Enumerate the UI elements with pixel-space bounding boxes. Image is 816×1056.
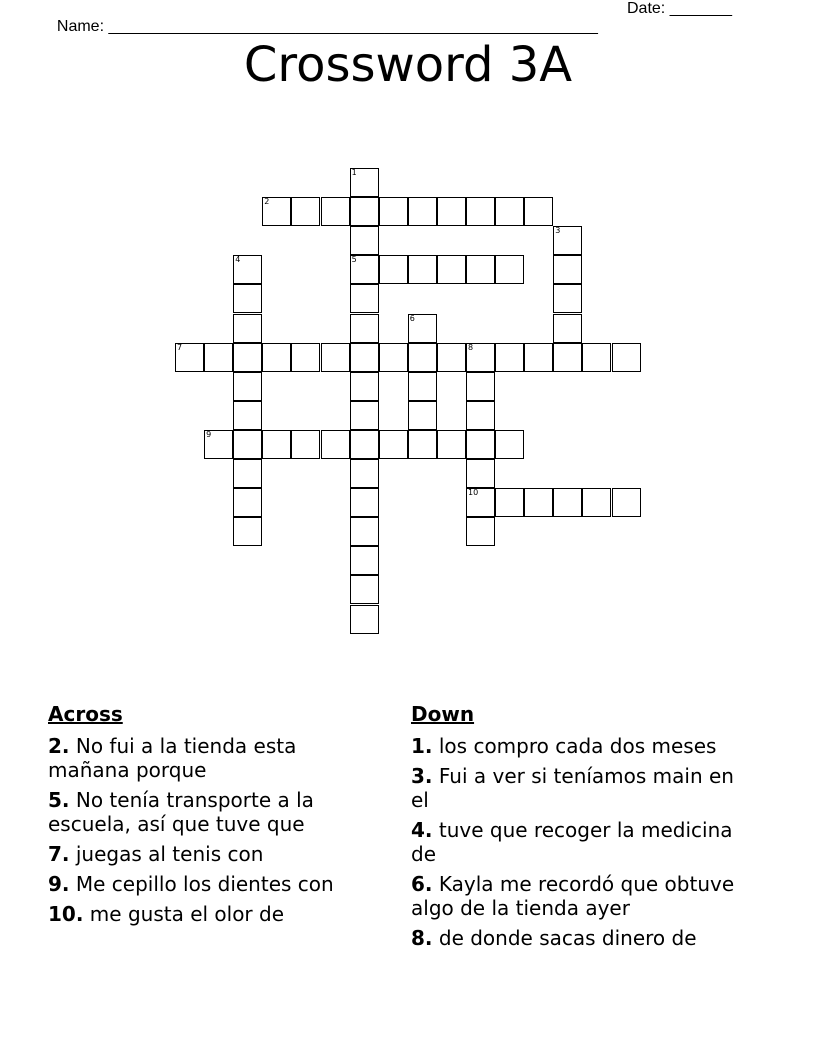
clue-text: No tenía transporte a la escuela, así que tuve que (48, 788, 314, 836)
crossword-cell[interactable] (350, 343, 379, 372)
crossword-cell[interactable] (204, 430, 233, 459)
crossword-cell[interactable] (350, 430, 379, 459)
crossword-cell[interactable] (466, 401, 495, 430)
crossword-cell[interactable] (233, 459, 262, 488)
crossword-cell[interactable] (233, 488, 262, 517)
crossword-cell[interactable] (350, 284, 379, 313)
crossword-cell[interactable] (379, 343, 408, 372)
crossword-cell[interactable] (466, 343, 495, 372)
crossword-cell[interactable] (408, 372, 437, 401)
clue-text: Fui a ver si teníamos main en el (411, 764, 734, 812)
crossword-cell[interactable] (291, 197, 320, 226)
clue-number: 3. (411, 764, 433, 788)
cell-number: 8 (468, 342, 474, 352)
clue-item (411, 734, 756, 758)
crossword-cell[interactable] (495, 430, 524, 459)
clue-item (48, 734, 378, 782)
crossword-cell[interactable] (408, 314, 437, 343)
cell-number: 1 (351, 168, 357, 177)
cell-number: 6 (409, 313, 415, 323)
crossword-cell[interactable] (466, 255, 495, 284)
cell-number: 3 (555, 226, 561, 236)
clue-item (48, 902, 378, 926)
header-line (48, 0, 748, 35)
crossword-cell[interactable] (553, 226, 582, 255)
clue-item (411, 818, 756, 866)
crossword-cell[interactable] (233, 314, 262, 343)
crossword-cell[interactable] (350, 575, 379, 604)
crossword-cell[interactable] (262, 343, 291, 372)
across-clues (48, 700, 378, 932)
page-title: Crossword 3A (243, 37, 573, 93)
crossword-cell[interactable] (495, 197, 524, 226)
cell-number: 7 (177, 342, 183, 352)
crossword-cell[interactable] (466, 488, 495, 517)
clue-item (411, 926, 756, 950)
cell-number: 10 (468, 488, 479, 498)
clue-number: 6. (411, 872, 433, 896)
crossword-cell[interactable] (321, 343, 350, 372)
clue-item (48, 872, 378, 896)
crossword-cell[interactable] (524, 488, 553, 517)
crossword-cell[interactable] (350, 401, 379, 430)
crossword-cell[interactable] (582, 343, 611, 372)
crossword-cell[interactable] (553, 284, 582, 313)
cell-number: 9 (206, 429, 212, 439)
crossword-cell[interactable] (233, 255, 262, 284)
cell-number: 2 (264, 197, 270, 207)
crossword-cell[interactable] (233, 372, 262, 401)
crossword-cell[interactable] (350, 372, 379, 401)
crossword-cell[interactable] (350, 459, 379, 488)
cell-number: 4 (235, 255, 241, 265)
clue-text: juegas al tenis con (75, 842, 264, 866)
clue-text: No fui a la tienda esta mañana porque (48, 734, 297, 782)
crossword-cell[interactable] (553, 343, 582, 372)
crossword-cell[interactable] (524, 197, 553, 226)
clue-text: los compro cada dos meses (438, 734, 717, 758)
crossword-cell[interactable] (350, 197, 379, 226)
clue-number: 5. (48, 788, 70, 812)
crossword-cell[interactable] (553, 255, 582, 284)
crossword-cell[interactable] (291, 343, 320, 372)
crossword-cell[interactable] (612, 343, 641, 372)
crossword-cell[interactable] (350, 517, 379, 546)
crossword-cell[interactable] (233, 517, 262, 546)
clue-item (48, 788, 378, 836)
crossword-cell[interactable] (204, 343, 233, 372)
crossword-cell[interactable] (350, 255, 379, 284)
crossword-cell[interactable] (437, 343, 466, 372)
crossword-cell[interactable] (233, 401, 262, 430)
crossword-cell[interactable] (350, 314, 379, 343)
crossword-cell[interactable] (350, 168, 379, 197)
crossword-cell[interactable] (321, 197, 350, 226)
crossword-cell[interactable] (466, 459, 495, 488)
crossword-cell[interactable] (379, 197, 408, 226)
date-field[interactable]: Date: _______ (627, 0, 732, 17)
clue-text: Me cepillo los dientes con (75, 872, 334, 896)
clue-number: 8. (411, 926, 433, 950)
crossword-cell[interactable] (408, 255, 437, 284)
crossword-cell[interactable] (233, 430, 262, 459)
crossword-cell[interactable] (466, 372, 495, 401)
crossword-cell[interactable] (437, 430, 466, 459)
crossword-cell[interactable] (437, 197, 466, 226)
across-heading: Across (48, 702, 123, 726)
crossword-cell[interactable] (495, 488, 524, 517)
crossword-cell[interactable] (437, 255, 466, 284)
crossword-cell[interactable] (350, 546, 379, 575)
crossword-cell[interactable] (553, 314, 582, 343)
crossword-cell[interactable] (262, 430, 291, 459)
crossword-cell[interactable] (350, 605, 379, 634)
name-field[interactable]: Name: _______________________________________________________ (56, 18, 598, 35)
crossword-cell[interactable] (175, 343, 204, 372)
crossword-cell[interactable] (553, 488, 582, 517)
down-clues (411, 700, 756, 956)
cell-number: 5 (351, 255, 357, 265)
crossword-cell[interactable] (408, 430, 437, 459)
crossword-cell[interactable] (350, 226, 379, 255)
clue-item (48, 842, 378, 866)
down-heading: Down (411, 702, 475, 726)
clue-number: 7. (48, 842, 70, 866)
clue-text: tuve que recoger la medicina de (411, 818, 733, 866)
clue-number: 4. (411, 818, 433, 842)
crossword-cell[interactable] (495, 255, 524, 284)
crossword-cell[interactable] (466, 517, 495, 546)
clue-text: Kayla me recordó que obtuve algo de la tienda ayer (411, 872, 735, 920)
crossword-cell[interactable] (379, 255, 408, 284)
crossword-cell[interactable] (612, 488, 641, 517)
crossword-cell[interactable] (495, 343, 524, 372)
clue-number: 10. (48, 902, 84, 926)
crossword-cell[interactable] (524, 343, 553, 372)
crossword-cell[interactable] (379, 430, 408, 459)
crossword-cell[interactable] (408, 401, 437, 430)
clue-number: 9. (48, 872, 70, 896)
crossword-cell[interactable] (321, 430, 350, 459)
crossword-cell[interactable] (466, 430, 495, 459)
clue-number: 2. (48, 734, 70, 758)
crossword-cell[interactable] (291, 430, 320, 459)
clue-text: de donde sacas dinero de (438, 926, 697, 950)
crossword-cell[interactable] (582, 488, 611, 517)
clue-item (411, 872, 756, 920)
crossword-cell[interactable] (408, 343, 437, 372)
crossword-cell[interactable] (408, 197, 437, 226)
crossword-cell[interactable] (262, 197, 291, 226)
crossword-cell[interactable] (350, 488, 379, 517)
crossword-cell[interactable] (233, 343, 262, 372)
crossword-cell[interactable] (466, 197, 495, 226)
clue-number: 1. (411, 734, 433, 758)
clue-text: me gusta el olor de (89, 902, 285, 926)
crossword-cell[interactable] (233, 284, 262, 313)
clue-item (411, 764, 756, 812)
